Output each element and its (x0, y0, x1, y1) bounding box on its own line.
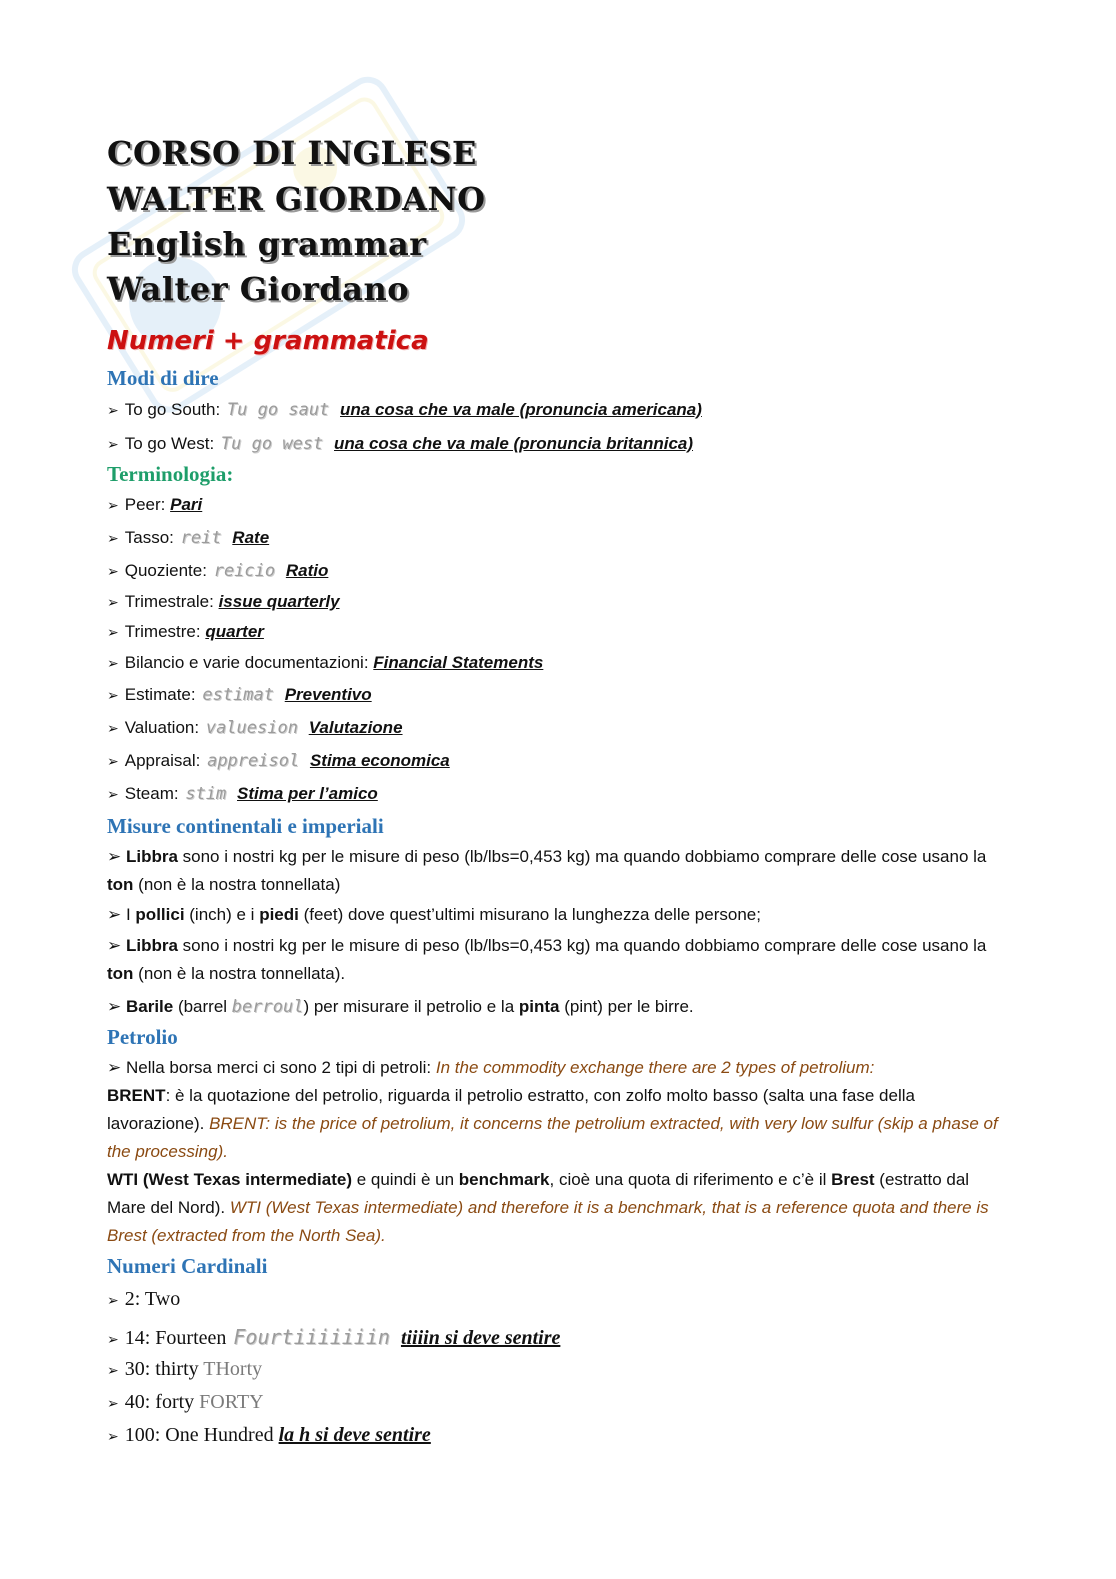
translation: Stima per l’amico (237, 784, 378, 803)
bullet-arrow-icon: ➢ (107, 402, 119, 418)
heading-terminologia: Terminologia: (107, 462, 234, 486)
bullet-arrow-icon: ➢ (107, 905, 126, 924)
bullet-arrow-icon: ➢ (107, 1058, 126, 1077)
translation: quarter (205, 622, 264, 641)
bullet-arrow-icon: ➢ (107, 1364, 119, 1379)
bullet-arrow-icon: ➢ (107, 594, 119, 610)
title-subject: English grammar (107, 225, 427, 263)
title-author-2: Walter Giordano (107, 270, 410, 308)
heading-misure: Misure continentali e imperiali (107, 814, 384, 838)
translation: la h si deve sentire (278, 1424, 431, 1446)
list-item: ➢ Quoziente: reicio Ratio (107, 561, 329, 581)
translation: tiiiin si deve sentire (400, 1327, 561, 1349)
pronunciation: valuesion (205, 718, 298, 738)
translation: Valutazione (308, 718, 403, 737)
paragraph-pollici: ➢ I pollici (inch) e i piedi (feet) dove quest’ultimi misurano la lunghezza delle persone; (107, 905, 761, 924)
paragraph-barile: ➢ Barile (barrel berroul) per misurare il petrolio e la pinta (pint) per le birre. (107, 997, 694, 1017)
list-item: ➢ To go South: Tu go saut una cosa che va male (pronuncia americana) (107, 400, 702, 420)
bullet-arrow-icon: ➢ (107, 997, 126, 1016)
list-item: ➢ 14: Fourteen Fourtiiiiiiin tiiiin si deve sentire (107, 1325, 561, 1349)
list-item: ➢ Appraisal: appreisol Stima economica (107, 751, 450, 771)
list-item: ➢ 2: Two (107, 1288, 181, 1310)
list-item: ➢ Tasso: reit Rate (107, 528, 270, 548)
bullet-arrow-icon: ➢ (107, 786, 119, 802)
paragraph-libbra-2: ➢ Libbra sono i nostri kg per le misure di peso (lb/lbs=0,453 kg) ma quando dobbiamo comprare delle cose usano la ton (non è la nostra tonnellata). (107, 936, 987, 983)
pronunciation: appreisol (207, 751, 300, 771)
paragraph-libbra: ➢ Libbra sono i nostri kg per le misure di peso (lb/lbs=0,453 kg) ma quando dobbiamo comprare delle cose usano la ton (non è la nostra tonnellata) (107, 847, 987, 894)
translation: Ratio (285, 561, 329, 580)
page-subtitle: Numeri + grammatica (107, 326, 429, 356)
translation: una cosa che va male (pronuncia britannica) (334, 434, 694, 453)
pronunciation: Fourtiiiiiiin (233, 1325, 390, 1349)
list-item: ➢ 30: thirty THorty (107, 1358, 263, 1380)
pronunciation: reit (180, 528, 222, 548)
paragraph-petrolio: ➢ Nella borsa merci ci sono 2 tipi di petroli: In the commodity exchange there are 2 types of petrolium: BRENT: è la quotazione del petrolio, riguarda il petrolio estratto, con zolfo molto basso (salta una fase della lavorazione). BRENT: is the price of petrolium, it concerns the petrolium extracted, with very low sulfur (skip a phase of the processing). WTI (West Texas intermediate) e quindi è un benchmark, cioè una quota di riferimento e c’è il Brest (estratto dal Mare del Nord). WTI (West Texas intermediate) and therefore it is a benchmark, that is a reference quota and there is Brest (extracted from the North Sea). (107, 1058, 998, 1245)
pronunciation: reicio (213, 561, 276, 581)
heading-modi-di-dire: Modi di dire (107, 366, 219, 390)
bullet-arrow-icon: ➢ (107, 847, 126, 866)
bullet-arrow-icon: ➢ (107, 624, 119, 640)
translation: Financial Statements (373, 653, 544, 672)
bullet-arrow-icon: ➢ (107, 1397, 119, 1412)
list-item: ➢ Peer: Pari (107, 495, 203, 514)
translation: Rate (232, 528, 270, 547)
pronunciation: Tu go west (220, 434, 324, 454)
pronunciation-note: FORTY (199, 1391, 264, 1413)
list-item: ➢ Steam: stim Stima per l’amico (107, 784, 378, 804)
translation: Stima economica (309, 751, 450, 770)
list-item: ➢ Trimestrale: issue quarterly (107, 592, 340, 611)
list-item: ➢ Trimestre: quarter (107, 622, 264, 641)
bullet-arrow-icon: ➢ (107, 687, 119, 703)
translation: issue quarterly (218, 592, 340, 611)
bullet-arrow-icon: ➢ (107, 436, 119, 452)
bullet-arrow-icon: ➢ (107, 655, 119, 671)
bullet-arrow-icon: ➢ (107, 563, 119, 579)
bullet-arrow-icon: ➢ (107, 1430, 119, 1445)
pronunciation: berroul (231, 997, 304, 1017)
list-item: ➢ Valuation: valuesion Valutazione (107, 718, 403, 738)
translation: una cosa che va male (pronuncia americana) (340, 400, 702, 419)
bullet-arrow-icon: ➢ (107, 1333, 119, 1348)
title-author: WALTER GIORDANO (107, 180, 486, 218)
list-item: ➢ 100: One Hundred la h si deve sentire (107, 1424, 431, 1446)
translation: Preventivo (284, 685, 372, 704)
list-item: ➢ To go West: Tu go west una cosa che va male (pronuncia britannica) (107, 434, 694, 454)
bullet-arrow-icon: ➢ (107, 1294, 119, 1309)
heading-numeri-cardinali: Numeri Cardinali (107, 1254, 268, 1278)
pronunciation: stim (185, 784, 227, 804)
bullet-arrow-icon: ➢ (107, 753, 119, 769)
translation: Pari (170, 495, 203, 514)
bullet-arrow-icon: ➢ (107, 936, 126, 955)
bullet-arrow-icon: ➢ (107, 530, 119, 546)
bullet-arrow-icon: ➢ (107, 720, 119, 736)
heading-petrolio: Petrolio (107, 1025, 178, 1049)
pronunciation-note: THorty (203, 1358, 263, 1380)
list-item: ➢ Estimate: estimat Preventivo (107, 685, 372, 705)
pronunciation: Tu go saut (226, 400, 330, 420)
bullet-arrow-icon: ➢ (107, 497, 119, 513)
list-item: ➢ Bilancio e varie documentazioni: Financial Statements (107, 653, 544, 672)
pronunciation: estimat (202, 685, 274, 705)
list-item: ➢ 40: forty FORTY (107, 1391, 264, 1413)
title-course: CORSO DI INGLESE (107, 134, 477, 172)
